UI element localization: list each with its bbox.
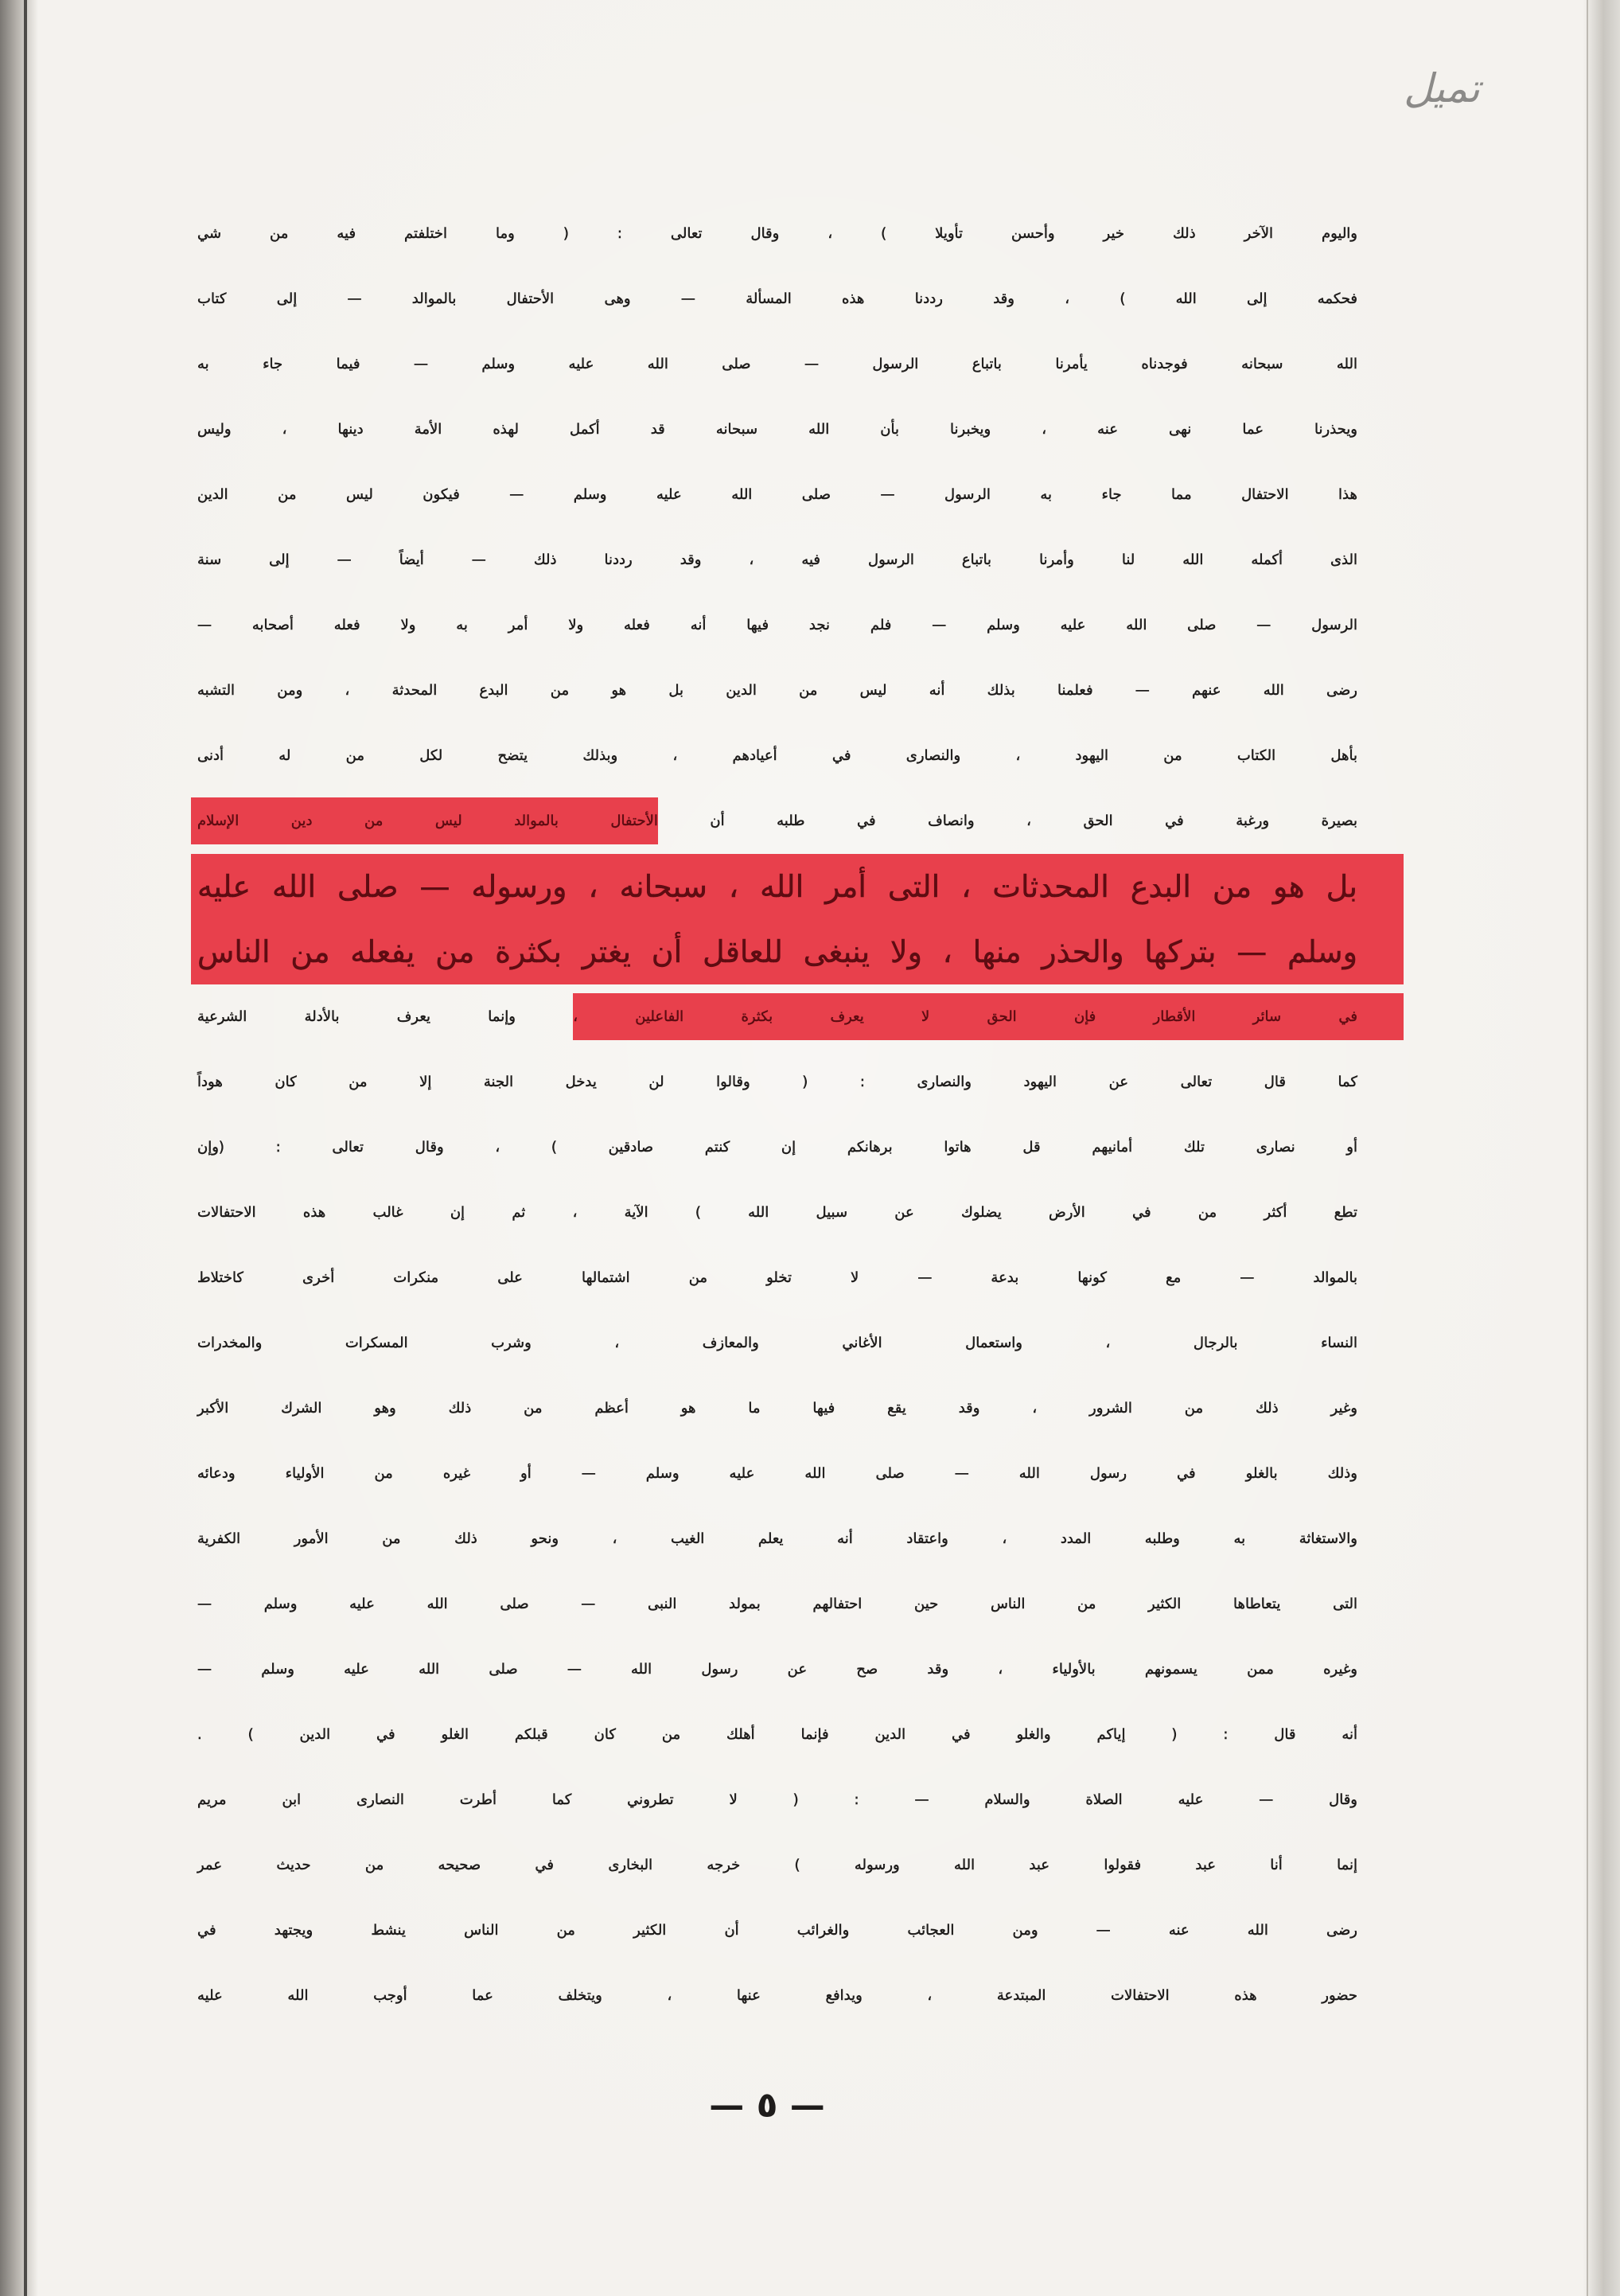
line-text: تطع أكثر من في الأرض يضلوك عن سبيل الله ) الآية ، ثم إن غالب هذه الاحتفالات <box>197 1204 1357 1221</box>
text-line-21 <box>197 1507 1357 1572</box>
line-text: أنه قال : ( إياكم والغلو في الدين فإنما أهلك من كان قبلكم الغلو في الدين ) . <box>197 1726 1357 1743</box>
line-text: وذلك بالغلو في رسول الله — صلى الله عليه وسلم — أو غيره من الأولياء ودعائه <box>197 1465 1357 1482</box>
gutter-shadow <box>0 0 38 2296</box>
line-text: هذا الاحتفال مما جاء به الرسول — صلى الله عليه وسلم — فيكون ليس من الدين <box>197 486 1357 503</box>
line-text: حضور هذه الاحتفالات المبتدعة ، ويدافع عنها ، ويتخلف عما أوجب الله عليه <box>197 1987 1357 2004</box>
gutter-edge-line <box>24 0 27 2296</box>
text-line-5 <box>197 462 1357 528</box>
line-text: وغيره ممن يسمونهم بالأولياء ، وقد صح عن رسول الله — صلى الله عليه وسلم — <box>197 1661 1357 1678</box>
line-text: النساء بالرجال ، واستعمال الأغاني والمعازف ، وشرب المسكرات والمخدرات <box>197 1335 1357 1351</box>
text-line-3 <box>197 332 1357 397</box>
line-text: بأهل الكتاب من اليهود ، والنصارى في أعيادهم ، وبذلك يتضح لكل من له أدنى <box>197 747 1357 764</box>
text-line-8 <box>197 658 1357 723</box>
text-line-6 <box>197 528 1357 593</box>
text-line-26 <box>197 1833 1357 1898</box>
line-text: بالموالد — مع كونها بدعة — لا تخلو من اشتمالها على منكرات أخرى كاختلاط <box>197 1269 1357 1286</box>
highlighted-text: الأحتفال بالموالد ليس من دين الإسلام <box>191 797 658 844</box>
line-text: واليوم الآخر ذلك خير وأحسن تأويلا ) ، وقال تعالى : ( وما اختلفتم فيه من شي <box>197 225 1357 242</box>
text-line-17 <box>197 1245 1357 1311</box>
highlighted-text: وسلم — بتركها والحذر منها ، ولا ينبغى للعاقل أن يغتر بكثرة من يفعله من الناس <box>197 934 1357 969</box>
line-text: رضى الله عنهم — فعلمنا بذلك أنه ليس من الدين بل هو من البدع المحدثة ، ومن التشبه <box>197 682 1357 699</box>
text-line-22 <box>197 1572 1357 1637</box>
line-text: أو نصارى تلك أمانيهم قل هاتوا برهانكم إن كنتم صادقين ) ، وقال تعالى : (وإن <box>197 1139 1357 1156</box>
text-line-12-highlighted <box>191 919 1404 984</box>
line-text: ويحذرنا عما نهى عنه ، ويخبرنا بأن الله سبحانه قد أكمل لهذه الأمة دينها ، وليس <box>197 421 1357 438</box>
text-line-25 <box>197 1768 1357 1833</box>
text-line-4 <box>197 397 1357 462</box>
text-line-14 <box>197 1050 1357 1115</box>
line-text: رضى الله عنه — ومن العجائب والغرائب أن الكثير من الناس ينشط ويجتهد في <box>197 1922 1357 1939</box>
text-line-1 <box>197 201 1357 267</box>
text-line-11-highlighted <box>191 854 1404 919</box>
page-right-edge-line <box>1587 0 1588 2296</box>
text-line-9 <box>197 723 1357 789</box>
text-line-16 <box>197 1180 1357 1245</box>
text-line-18 <box>197 1311 1357 1376</box>
line-text: وغير ذلك من الشرور ، وقد يقع فيها ما هو أعظم من ذلك وهو الشرك الأكبر <box>197 1400 1357 1417</box>
page-right-edge <box>1583 0 1620 2296</box>
line-text: الذى أكمله الله لنا وأمرنا باتباع الرسول فيه ، وقد رددنا ذلك — أيضاً — إلى سنة <box>197 552 1357 568</box>
body-text <box>197 201 1357 2029</box>
highlighted-text: في سائر الأقطار فإن الحق لا يعرف بكثرة الفاعلين ، <box>573 993 1404 1040</box>
text-line-19 <box>197 1376 1357 1441</box>
handwritten-note: تميل <box>1404 65 1480 111</box>
text-line-2 <box>197 267 1357 332</box>
text-line-7 <box>197 593 1357 658</box>
line-text: التى يتعاطاها الكثير من الناس حين احتفالهم بمولد النبى — صلى الله عليه وسلم — <box>197 1596 1357 1612</box>
line-text: بصيرة ورغبة في الحق ، وانصاف في طلبه أن <box>710 813 1358 829</box>
line-text: وقال — عليه الصلاة والسلام — : ( لا تطروني كما أطرت النصارى ابن مريم <box>197 1791 1357 1808</box>
line-text: كما قال تعالى عن اليهود والنصارى : ( وقالوا لن يدخل الجنة إلا من كان هوداً <box>197 1074 1357 1090</box>
line-wrapper <box>197 813 1357 829</box>
text-line-28 <box>197 1963 1357 2029</box>
line-text: وإنما يعرف بالأدلة الشرعية <box>197 1008 516 1025</box>
text-line-13 <box>197 984 1357 1050</box>
text-line-15 <box>197 1115 1357 1180</box>
text-line-24 <box>197 1702 1357 1768</box>
text-line-10 <box>197 789 1357 854</box>
line-text: الله سبحانه فوجدناه يأمرنا باتباع الرسول — صلى الله عليه وسلم — فيما جاء به <box>197 356 1357 372</box>
page-number: — ٥ — <box>709 2085 825 2126</box>
line-wrapper <box>197 1008 1357 1025</box>
line-text: والاستغاثة به وطلبه المدد ، واعتقاد أنه يعلم الغيب ، ونحو ذلك من الأمور الكفرية <box>197 1530 1357 1547</box>
line-text: فحكمه إلى الله ) ، وقد رددنا هذه المسألة — وهى الأحتفال بالموالد — إلى كتاب <box>197 290 1357 307</box>
text-line-23 <box>197 1637 1357 1702</box>
text-line-20 <box>197 1441 1357 1507</box>
text-line-27 <box>197 1898 1357 1963</box>
line-text: إنما أنا عبد فقولوا عبد الله ورسوله ) خرجه البخارى في صحيحه من حديث عمر <box>197 1857 1357 1873</box>
line-text: الرسول — صلى الله عليه وسلم — فلم نجد فيها أنه فعله ولا أمر به ولا فعله أصحابه — <box>197 617 1357 633</box>
highlighted-text: بل هو من البدع المحدثات ، التى أمر الله ، سبحانه ، ورسوله — صلى الله عليه <box>197 869 1357 904</box>
